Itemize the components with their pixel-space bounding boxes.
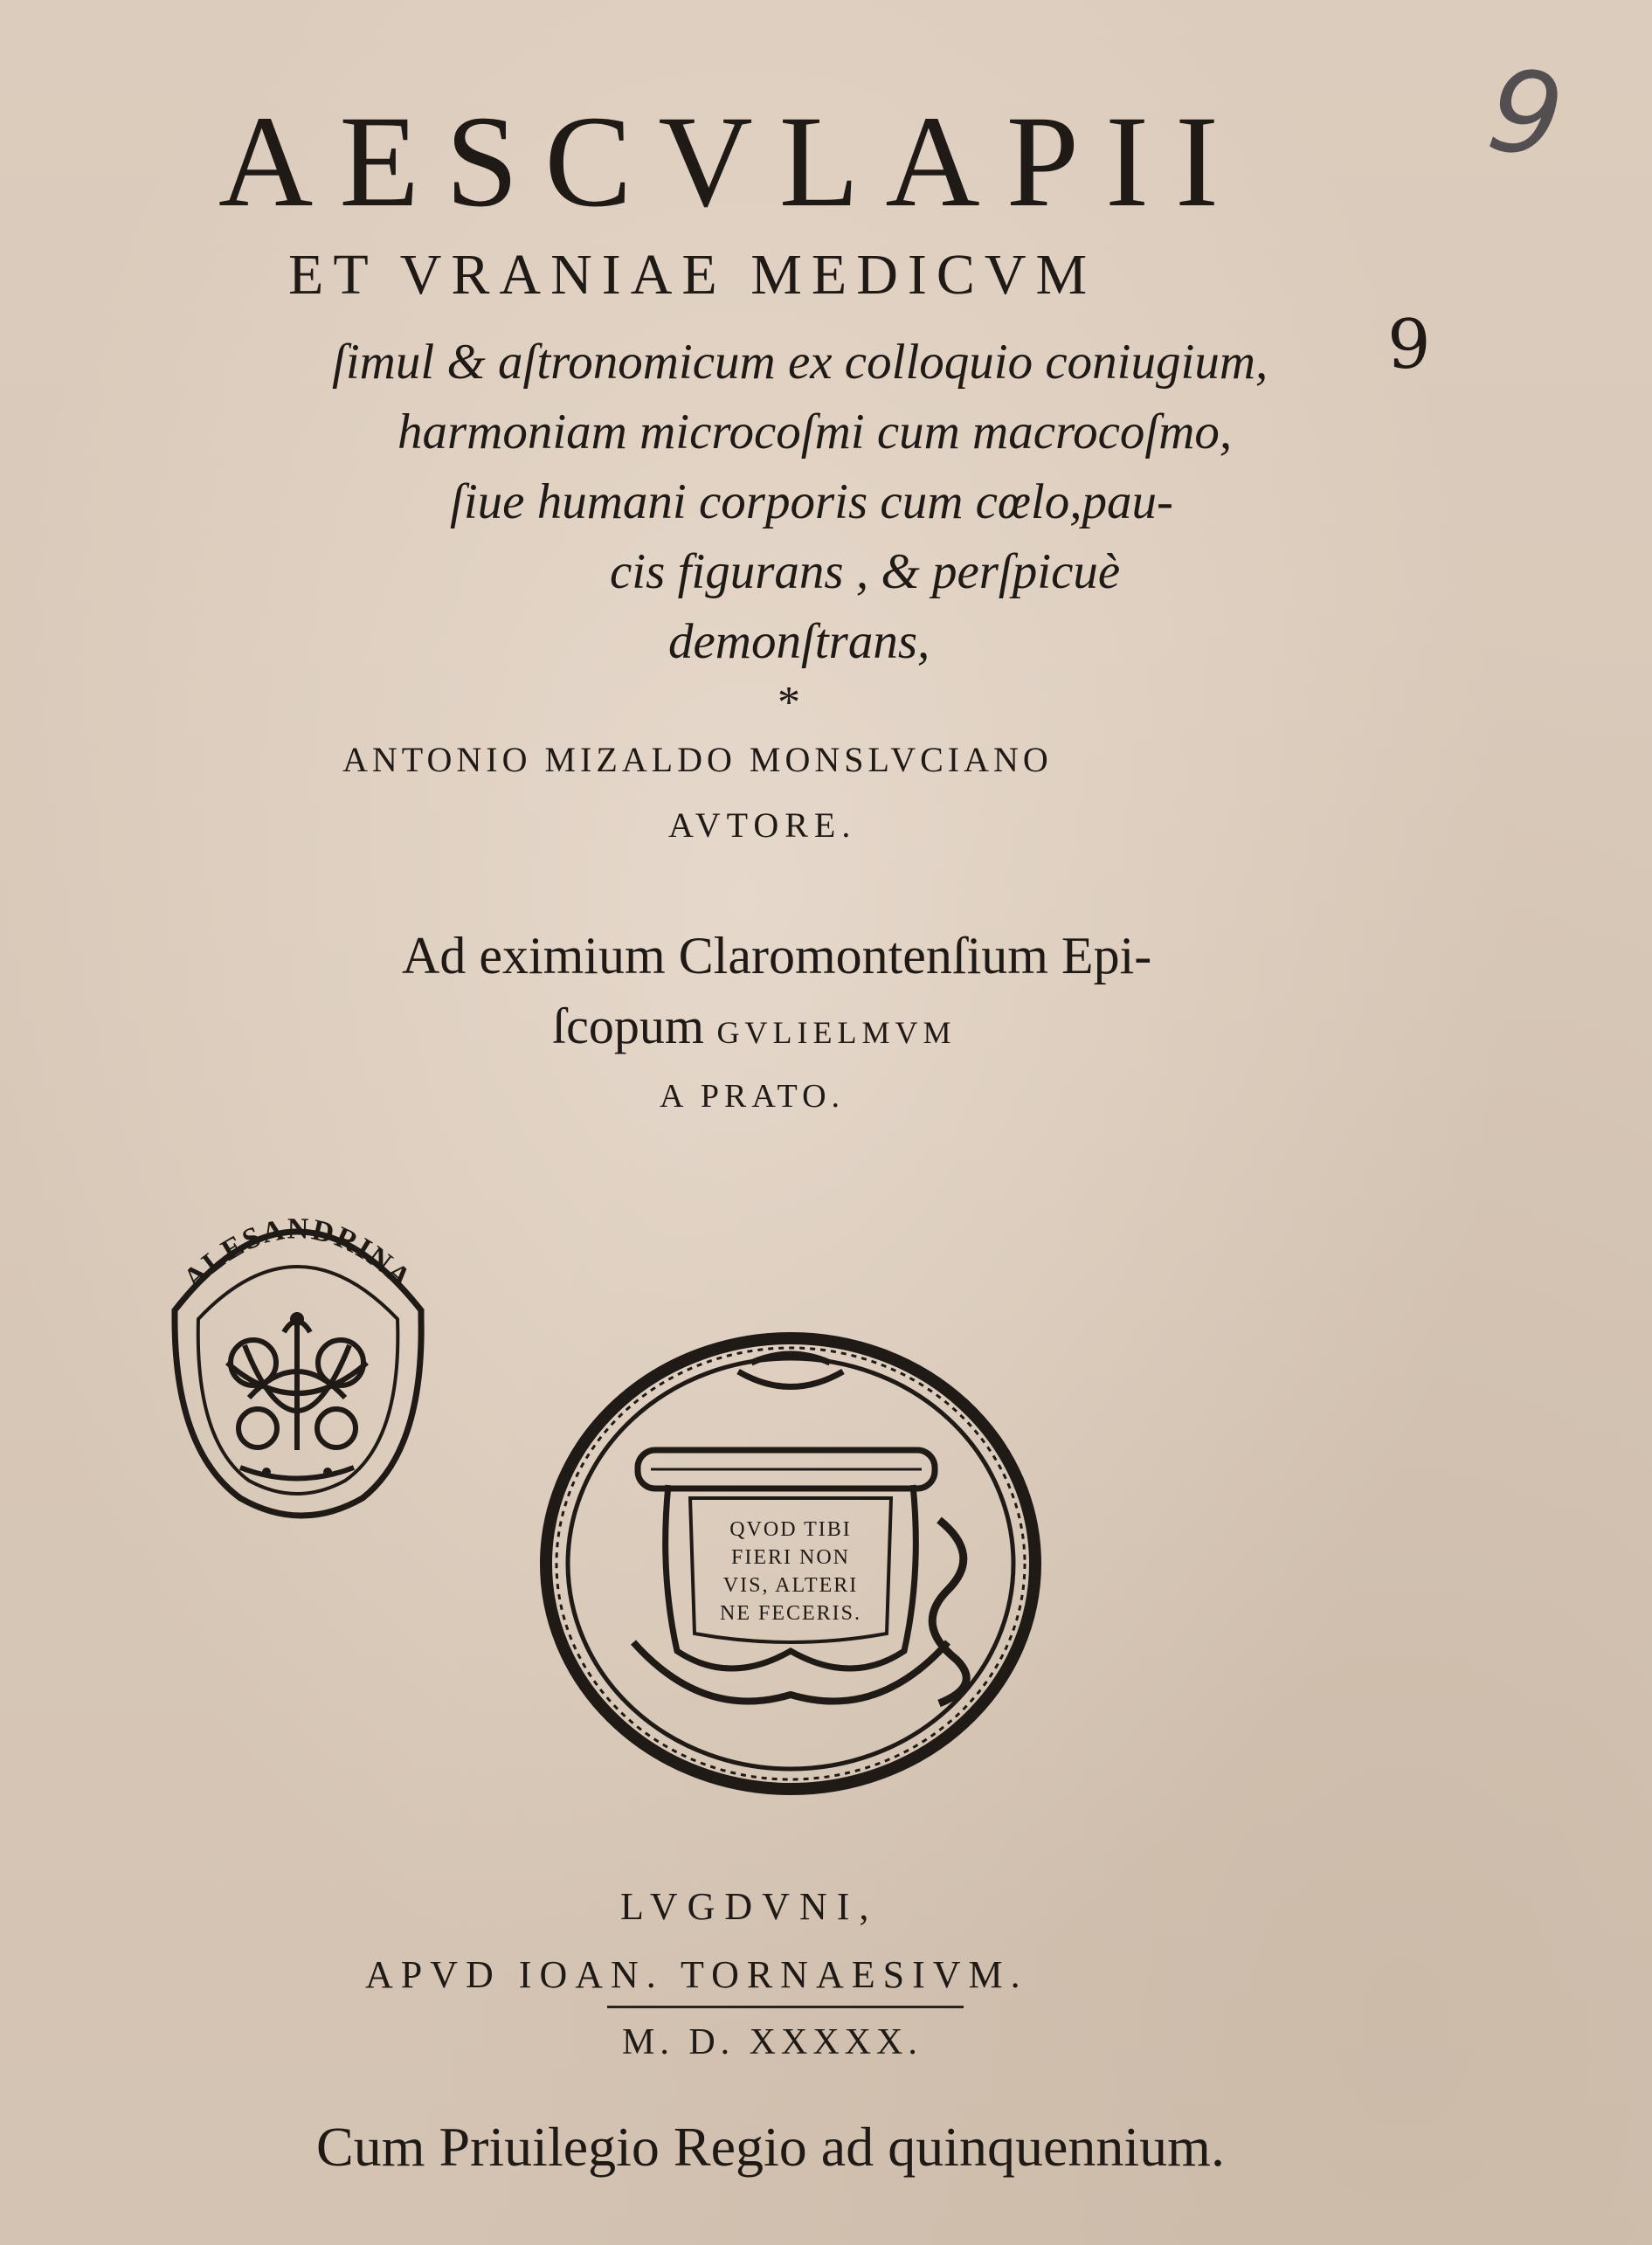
- svg-text:ALESANDRINA: [177, 1212, 418, 1295]
- handwritten-shelf-mark: 9: [1480, 42, 1571, 185]
- imprint-printer: APVD IOAN. TORNAESIVM.: [365, 1953, 1028, 1996]
- asterisk-ornament: *: [778, 678, 800, 728]
- imprint-place: LVGDVNI,: [620, 1885, 879, 1928]
- privilege-line: Cum Priuilegio Regio ad quinquennium.: [316, 2116, 1225, 2178]
- book-subtitle: ET VRANIAE MEDICVM: [288, 243, 1097, 307]
- description-line-1: ſimul & aſtronomicum ex colloquio coniugium,: [332, 335, 1268, 390]
- device-motto-2: FIERI NON: [731, 1546, 850, 1569]
- dedication-line-2: [552, 996, 1094, 1063]
- book-title: AESCVLAPII: [218, 89, 1246, 234]
- folio-number: 9: [1387, 306, 1431, 384]
- library-stamp: [162, 1188, 432, 1529]
- description-line-5: demonſtrans,: [668, 614, 930, 669]
- author-name: ANTONIO MIZALDO MONSLVCIANO: [342, 740, 1053, 779]
- device-motto-3: VIS, ALTERI: [722, 1574, 859, 1597]
- description-line-4: cis figurans , & perſpicuè: [610, 544, 1121, 599]
- device-motto-4: NE FECERIS.: [719, 1602, 862, 1625]
- author-label: AVTORE.: [668, 805, 857, 845]
- dedicatee-name: GVLIELMVM: [716, 1015, 957, 1050]
- description-line-3: ſiue humani corporis cum cœlo,pau-: [450, 474, 1174, 529]
- printers-device: [529, 1310, 1053, 1808]
- dedication-line-3: A PRATO.: [660, 1078, 846, 1115]
- imprint-rule: [607, 2006, 964, 2008]
- stamp-text: ALESANDRINA: [177, 1212, 418, 1296]
- imprint-year: M. D. XXXXX.: [622, 2022, 923, 2062]
- description-line-2: harmoniam microcoſmi cum macrocoſmo,: [397, 404, 1233, 459]
- device-motto-1: QVOD TIBI: [729, 1518, 852, 1541]
- dedication-line-1: Ad eximium Claromontenſium Epi-: [402, 927, 1152, 984]
- dedication-word: ſcopum: [552, 998, 704, 1054]
